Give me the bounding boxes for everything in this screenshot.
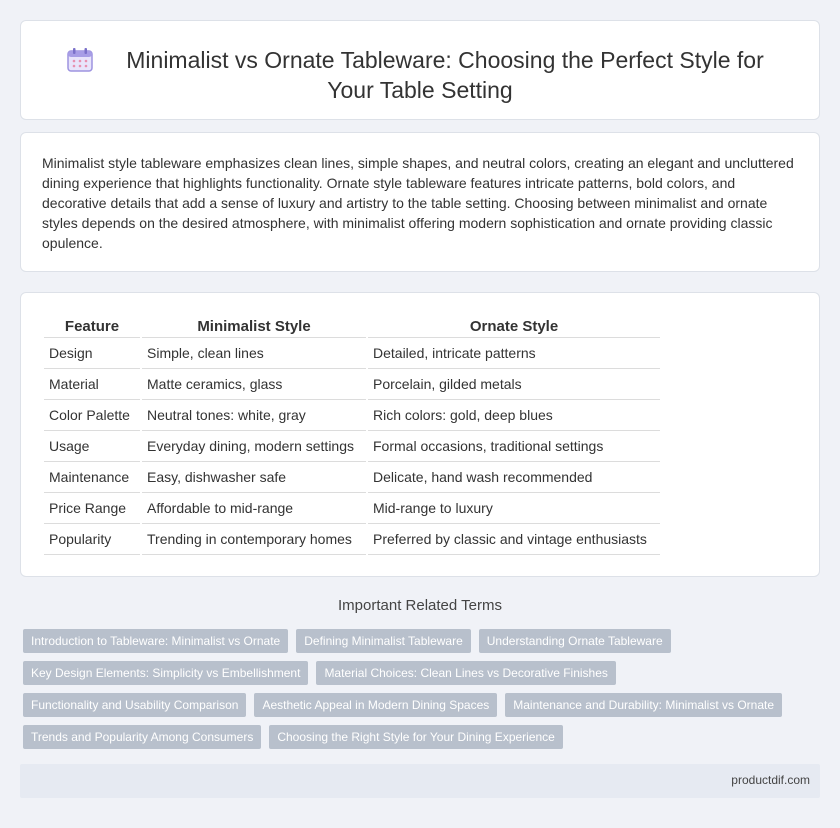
cell-feature: Popularity (44, 524, 140, 555)
cell-feature: Color Palette (44, 400, 140, 431)
comparison-table (42, 313, 662, 555)
cell-ornate: Detailed, intricate patterns (368, 338, 660, 369)
cell-ornate: Delicate, hand wash recommended (368, 462, 660, 493)
header-minimalist: Minimalist Style (142, 313, 366, 338)
related-term-tag[interactable]: Material Choices: Clean Lines vs Decorative Finishes (316, 661, 615, 685)
table-row (44, 338, 660, 369)
cell-minimalist: Neutral tones: white, gray (142, 400, 366, 431)
cell-minimalist: Matte ceramics, glass (142, 369, 366, 400)
footer (20, 764, 820, 798)
cell-minimalist: Affordable to mid-range (142, 493, 366, 524)
cell-feature: Design (44, 338, 140, 369)
related-term-tag[interactable]: Maintenance and Durability: Minimalist vs Ornate (505, 693, 782, 717)
header-card (20, 20, 820, 120)
page-title (21, 45, 819, 105)
related-term-tag[interactable]: Functionality and Usability Comparison (23, 693, 246, 717)
related-term-tag[interactable]: Key Design Elements: Simplicity vs Embellishment (23, 661, 308, 685)
related-term-tag[interactable]: Aesthetic Appeal in Modern Dining Spaces (254, 693, 497, 717)
header-feature: Feature (44, 313, 140, 338)
page-title-line-2: Your Table Setting (327, 77, 513, 103)
table-row (44, 462, 660, 493)
page-title-line-1: Minimalist vs Ornate Tableware: Choosing the Perfect Style for (126, 47, 764, 73)
table-row (44, 493, 660, 524)
cell-ornate: Formal occasions, traditional settings (368, 431, 660, 462)
related-term-tag[interactable]: Trends and Popularity Among Consumers (23, 725, 261, 749)
cell-feature: Material (44, 369, 140, 400)
table-row (44, 369, 660, 400)
tag-row (23, 661, 813, 685)
cell-ornate: Porcelain, gilded metals (368, 369, 660, 400)
cell-feature: Price Range (44, 493, 140, 524)
footer-site-link[interactable]: productdif.com (731, 773, 810, 787)
related-terms-title: Important Related Terms (338, 597, 502, 614)
related-terms-list (23, 629, 813, 757)
intro-paragraph: Minimalist style tableware emphasizes clean lines, simple shapes, and neutral colors, creating an elegant and uncluttered dining experience that highlights functionality. Ornate style tableware features intricate patterns, bold colors, and decorative details that add a sense of luxury and artistry to the table setting. Choosing between minimalist and ornate styles depends on the desired atmosphere, with minimalist offering modern sophistication and ornate providing classic opulence. (42, 155, 794, 251)
cell-minimalist: Easy, dishwasher safe (142, 462, 366, 493)
table-header-row (44, 313, 660, 338)
related-term-tag[interactable]: Defining Minimalist Tableware (296, 629, 471, 653)
related-term-tag[interactable]: Understanding Ornate Tableware (479, 629, 671, 653)
cell-minimalist: Everyday dining, modern settings (142, 431, 366, 462)
table-row (44, 431, 660, 462)
table-row (44, 524, 660, 555)
cell-ornate: Rich colors: gold, deep blues (368, 400, 660, 431)
cell-feature: Maintenance (44, 462, 140, 493)
intro-card (20, 132, 820, 272)
cell-minimalist: Trending in contemporary homes (142, 524, 366, 555)
cell-ornate: Mid-range to luxury (368, 493, 660, 524)
tag-row (23, 725, 813, 749)
cell-minimalist: Simple, clean lines (142, 338, 366, 369)
related-term-tag[interactable]: Introduction to Tableware: Minimalist vs Ornate (23, 629, 288, 653)
cell-ornate: Preferred by classic and vintage enthusiasts (368, 524, 660, 555)
tag-row (23, 629, 813, 653)
cell-feature: Usage (44, 431, 140, 462)
comparison-table-card (20, 292, 820, 577)
table-row (44, 400, 660, 431)
tag-row (23, 693, 813, 717)
related-term-tag[interactable]: Choosing the Right Style for Your Dining Experience (269, 725, 563, 749)
header-ornate: Ornate Style (368, 313, 660, 338)
